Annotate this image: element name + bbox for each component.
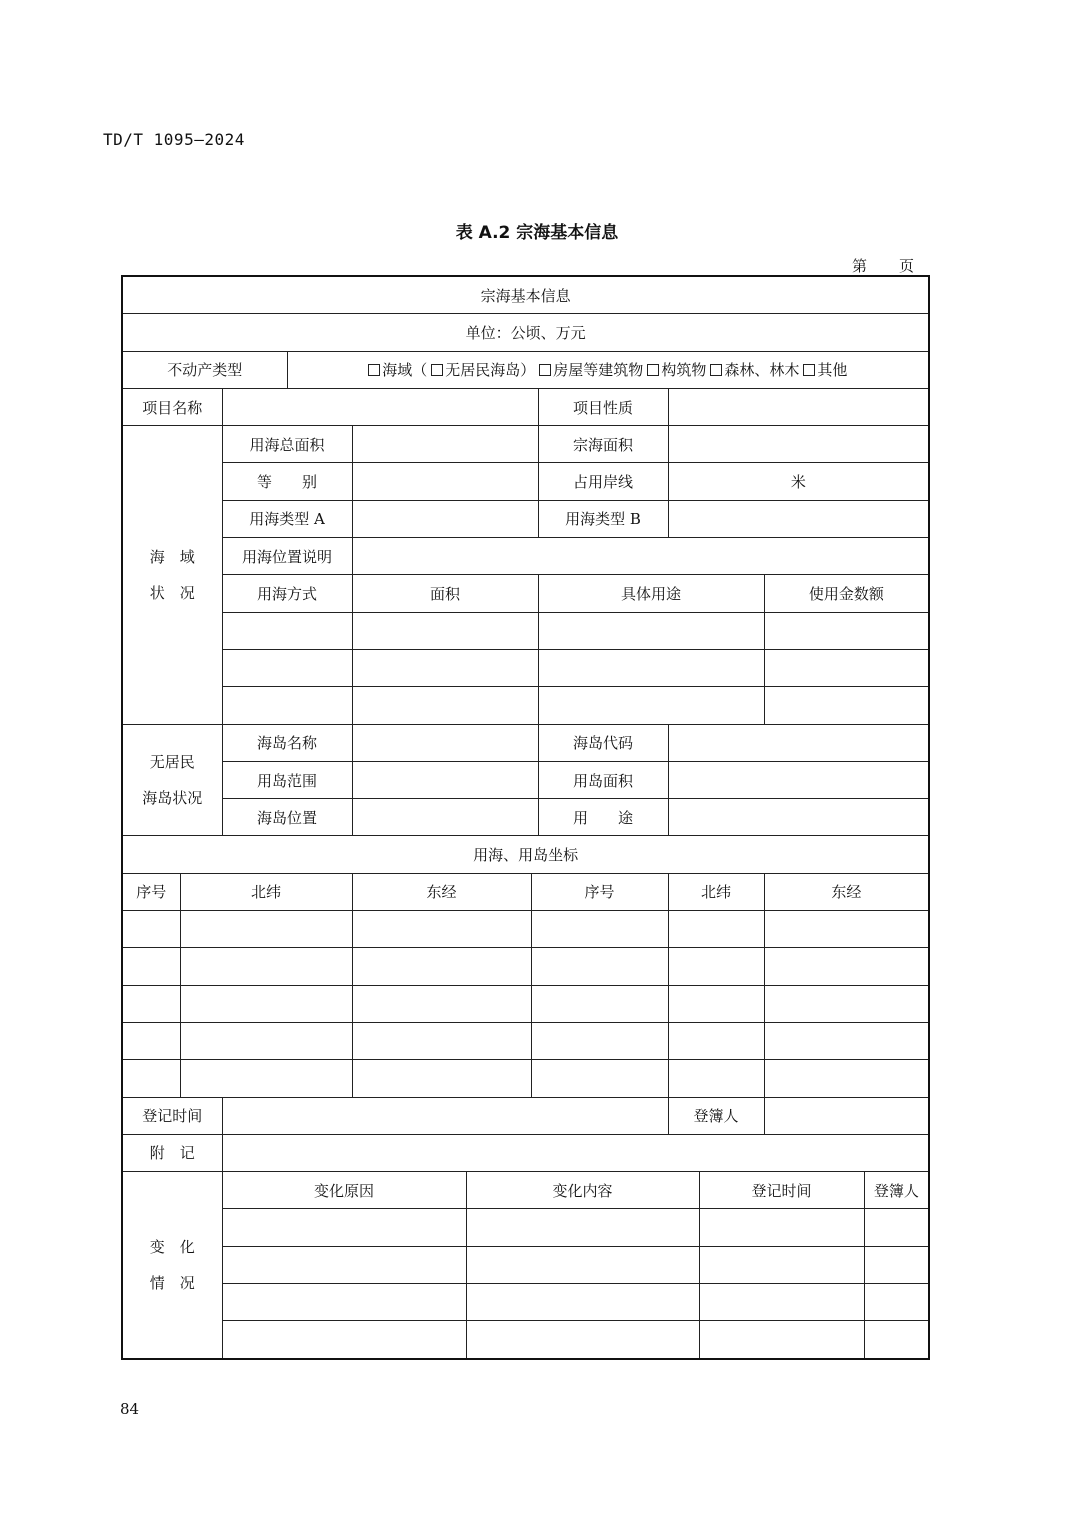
table-cell[interactable] [352, 687, 538, 724]
table-cell[interactable] [668, 948, 764, 985]
coord-header: 东经 [352, 873, 531, 910]
island-area-label: 用岛面积 [538, 761, 668, 798]
table-cell[interactable] [864, 1321, 929, 1359]
table-cell[interactable] [764, 687, 929, 724]
island-use-label: 用 途 [538, 799, 668, 836]
table-cell[interactable] [668, 985, 764, 1022]
change-row [122, 1284, 929, 1321]
sea-type-b-label: 用海类型 B [538, 500, 668, 537]
table-cell[interactable] [864, 1246, 929, 1283]
sea-usage-row [122, 649, 929, 686]
table-cell[interactable] [466, 1209, 699, 1246]
checkbox-icon[interactable] [431, 364, 443, 376]
checkbox-icon[interactable] [710, 364, 722, 376]
table-cell[interactable] [466, 1246, 699, 1283]
table-cell[interactable] [180, 1022, 352, 1059]
coords-title: 用海、用岛坐标 [122, 836, 929, 873]
sea-section-label: 海 域 状 况 [122, 426, 222, 724]
island-section-label: 无居民 海岛状况 [122, 724, 222, 836]
table-cell[interactable] [531, 948, 668, 985]
page-label: 第 页 [851, 257, 914, 275]
table-cell[interactable] [538, 687, 764, 724]
total-sea-area-label: 用海总面积 [222, 426, 352, 463]
registrar-value[interactable] [764, 1097, 929, 1134]
sea-usage-row [122, 687, 929, 724]
table-cell[interactable] [764, 612, 929, 649]
table-cell[interactable] [352, 649, 538, 686]
coord-row [122, 1022, 929, 1059]
table-cell[interactable] [222, 1209, 466, 1246]
island-name-label: 海岛名称 [222, 724, 352, 761]
island-code-value[interactable] [668, 724, 929, 761]
island-location-label: 海岛位置 [222, 799, 352, 836]
table-cell[interactable] [668, 1060, 764, 1097]
coastline-label: 占用岸线 [538, 463, 668, 500]
table-cell[interactable] [122, 1060, 180, 1097]
change-row [122, 1321, 929, 1359]
table-cell[interactable] [222, 612, 352, 649]
document-code: TD/T 1095—2024 [103, 130, 245, 149]
table-cell[interactable] [352, 911, 531, 948]
sea-type-a-value[interactable] [352, 500, 538, 537]
page-number: 84 [120, 1400, 140, 1418]
table-cell[interactable] [764, 1060, 929, 1097]
coord-row [122, 1060, 929, 1097]
checkbox-icon[interactable] [368, 364, 380, 376]
table-cell[interactable] [668, 1022, 764, 1059]
change-row [122, 1246, 929, 1283]
table-cell[interactable] [122, 911, 180, 948]
register-time-label: 登记时间 [122, 1097, 222, 1134]
table-cell[interactable] [764, 985, 929, 1022]
property-type-label: 不动产类型 [122, 351, 287, 388]
coord-header: 东经 [764, 873, 929, 910]
table-cell[interactable] [531, 1060, 668, 1097]
table-cell[interactable] [352, 612, 538, 649]
sea-location-value[interactable] [352, 538, 929, 575]
table-cell[interactable] [764, 649, 929, 686]
coord-header: 北纬 [668, 873, 764, 910]
coord-row [122, 911, 929, 948]
table-cell[interactable] [222, 649, 352, 686]
note-value[interactable] [222, 1134, 929, 1171]
property-type-options [287, 351, 929, 388]
zong-hai-info-table [121, 275, 930, 1360]
table-cell[interactable] [699, 1209, 864, 1246]
table-cell[interactable] [180, 911, 352, 948]
table-cell[interactable] [122, 985, 180, 1022]
table-cell[interactable] [668, 911, 764, 948]
coord-header: 序号 [531, 873, 668, 910]
island-location-value[interactable] [352, 799, 538, 836]
change-header: 变化原因 [222, 1172, 466, 1209]
project-nature-label: 项目性质 [538, 388, 668, 425]
sea-type-b-value[interactable] [668, 500, 929, 537]
table-caption: 表 A.2 宗海基本信息 [455, 223, 619, 243]
form-title: 宗海基本信息 [122, 276, 929, 314]
coastline-value[interactable]: 米 [668, 463, 929, 500]
table-cell[interactable] [864, 1284, 929, 1321]
checkbox-icon[interactable] [647, 364, 659, 376]
table-cell[interactable] [699, 1246, 864, 1283]
table-cell[interactable] [352, 1060, 531, 1097]
sea-usage-header: 具体用途 [538, 575, 764, 612]
table-cell[interactable] [538, 649, 764, 686]
table-cell[interactable] [222, 1246, 466, 1283]
island-code-label: 海岛代码 [538, 724, 668, 761]
project-name-value[interactable] [222, 388, 538, 425]
project-name-label: 项目名称 [122, 388, 222, 425]
sea-usage-header: 用海方式 [222, 575, 352, 612]
table-cell[interactable] [538, 612, 764, 649]
coord-header: 北纬 [180, 873, 352, 910]
table-cell[interactable] [122, 948, 180, 985]
sea-usage-row [122, 612, 929, 649]
table-cell[interactable] [699, 1321, 864, 1359]
island-area-value[interactable] [668, 761, 929, 798]
island-range-label: 用岛范围 [222, 761, 352, 798]
option-buildings[interactable]: 房屋等建筑物 [539, 359, 643, 380]
table-cell[interactable] [764, 911, 929, 948]
zong-hai-area-label: 宗海面积 [538, 426, 668, 463]
project-nature-value[interactable] [668, 388, 929, 425]
table-cell[interactable] [864, 1209, 929, 1246]
table-cell[interactable] [352, 985, 531, 1022]
table-cell[interactable] [466, 1284, 699, 1321]
grade-value[interactable] [352, 463, 538, 500]
registrar-label: 登簿人 [668, 1097, 764, 1134]
option-structures[interactable]: 构筑物 [647, 359, 706, 380]
table-cell[interactable] [764, 948, 929, 985]
table-cell[interactable] [531, 985, 668, 1022]
change-header: 变化内容 [466, 1172, 699, 1209]
table-cell[interactable] [764, 1022, 929, 1059]
unit-note: 单位：公顷、万元 [122, 314, 929, 351]
island-range-value[interactable] [352, 761, 538, 798]
table-cell[interactable] [466, 1321, 699, 1359]
total-sea-area-value[interactable] [352, 426, 538, 463]
note-label: 附 记 [122, 1134, 222, 1171]
option-other[interactable]: 其他 [803, 359, 847, 380]
island-use-value[interactable] [668, 799, 929, 836]
coord-header: 序号 [122, 873, 180, 910]
coord-row [122, 985, 929, 1022]
option-uninhabited-island[interactable]: 无居民海岛） [431, 359, 535, 380]
table-cell[interactable] [222, 1284, 466, 1321]
table-cell[interactable] [122, 1022, 180, 1059]
grade-label: 等 别 [222, 463, 352, 500]
register-time-value[interactable] [222, 1097, 668, 1134]
sea-usage-header: 使用金数额 [764, 575, 929, 612]
table-cell[interactable] [180, 985, 352, 1022]
sea-location-label: 用海位置说明 [222, 538, 352, 575]
change-header: 登簿人 [864, 1172, 929, 1209]
island-name-value[interactable] [352, 724, 538, 761]
table-cell[interactable] [222, 687, 352, 724]
sea-type-a-label: 用海类型 A [222, 500, 352, 537]
table-cell[interactable] [531, 911, 668, 948]
table-cell[interactable] [180, 1060, 352, 1097]
table-cell[interactable] [352, 948, 531, 985]
change-section-label: 变 化 情 况 [122, 1172, 222, 1359]
checkbox-icon[interactable] [539, 364, 551, 376]
checkbox-icon[interactable] [803, 364, 815, 376]
table-cell[interactable] [222, 1321, 466, 1359]
option-forest[interactable]: 森林、林木 [710, 359, 799, 380]
table-cell[interactable] [531, 1022, 668, 1059]
sea-usage-header: 面积 [352, 575, 538, 612]
coord-row [122, 948, 929, 985]
table-cell[interactable] [352, 1022, 531, 1059]
table-cell[interactable] [180, 948, 352, 985]
table-cell[interactable] [699, 1284, 864, 1321]
zong-hai-area-value[interactable] [668, 426, 929, 463]
change-row [122, 1209, 929, 1246]
option-sea-area[interactable]: 海域（ [368, 359, 427, 380]
change-header: 登记时间 [699, 1172, 864, 1209]
